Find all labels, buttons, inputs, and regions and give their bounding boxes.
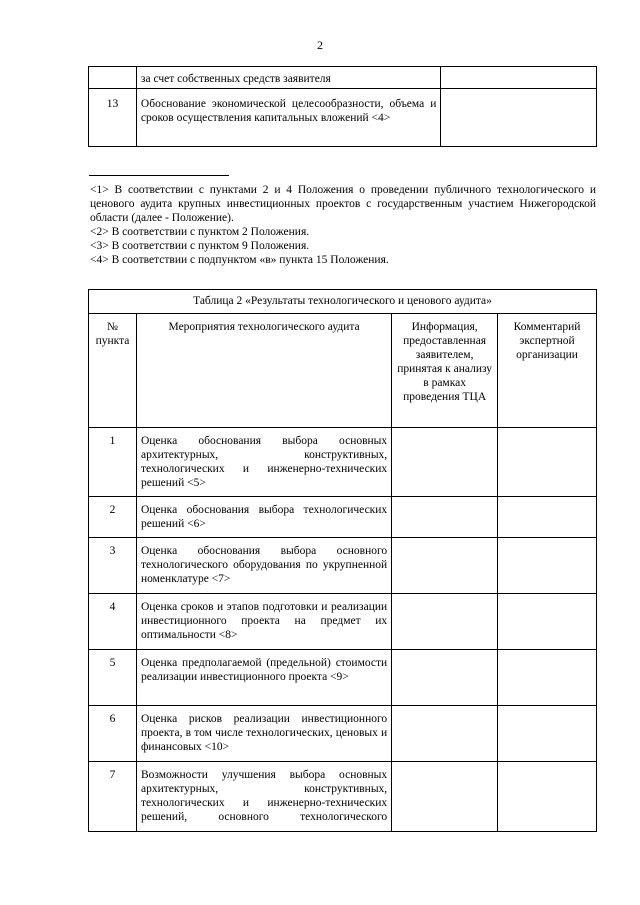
table-row [89, 497, 597, 538]
row-number: 6 [89, 706, 137, 762]
header-comment: Комментарий экспертной организации [498, 314, 597, 428]
comment-cell [498, 650, 597, 706]
row-text: Оценка рисков реализации инвестиционного проекта, в том числе технологических, ценовых и финансовых <10> [136, 706, 391, 762]
row-text: Оценка обоснования выбора основного технологического оборудования по укрупненной номенклатуре <7> [136, 538, 391, 594]
footnote-separator [89, 175, 229, 176]
row-number: 1 [89, 428, 137, 497]
header-info: Информация, предоставленная заявителем, принятая к анализу в рамках проведения ТЦА [392, 314, 498, 428]
info-cell [392, 762, 498, 832]
row-text: Обоснование экономической целесообразности, объема и сроков осуществления капитальных вложений <4> [136, 89, 440, 147]
footnote: <1> В соответствии с пунктами 2 и 4 Положения о проведении публичного технологического и ценового аудита крупных инвестиционных проектов с государственным участием Нижегородской области (далее - Положение). [90, 184, 596, 224]
comment-cell [498, 762, 597, 832]
table-row [89, 706, 597, 762]
row-text: Возможности улучшения выбора основных архитектурных, конструктивных, технологических и инженерно-технических решений, основного технологического [136, 762, 391, 832]
footnote: <3> В соответствии с пунктом 9 Положения. [90, 240, 310, 252]
comment-cell [498, 538, 597, 594]
row-number [89, 67, 137, 89]
row-text: за счет собственных средств заявителя [136, 67, 440, 89]
info-cell [392, 497, 498, 538]
row-value-cell [441, 89, 597, 147]
info-cell [392, 706, 498, 762]
footnote: <4> В соответствии с подпунктом «в» пункта 15 Положения. [90, 254, 389, 266]
row-number: 3 [89, 538, 137, 594]
row-number: 4 [89, 594, 137, 650]
row-text: Оценка сроков и этапов подготовки и реализации инвестиционного проекта на предмет их оптимальности <8> [136, 594, 391, 650]
table-row [89, 594, 597, 650]
row-number: 13 [89, 89, 137, 147]
footnotes [90, 183, 596, 267]
table-row [89, 428, 597, 497]
table-caption-row [89, 290, 597, 314]
info-cell [392, 594, 498, 650]
info-cell [392, 650, 498, 706]
table-row [89, 762, 597, 832]
audit-results-table [88, 289, 597, 832]
table-row [89, 538, 597, 594]
header-activity: Мероприятия технологического аудита [136, 314, 391, 428]
page-number: 2 [317, 38, 323, 52]
row-value-cell [441, 67, 597, 89]
table-row [89, 89, 597, 147]
info-cell [392, 428, 498, 497]
table-row [89, 67, 597, 89]
comment-cell [498, 497, 597, 538]
comment-cell [498, 706, 597, 762]
comment-cell [498, 428, 597, 497]
continuation-table [88, 66, 597, 147]
row-number: 2 [89, 497, 137, 538]
row-text: Оценка обоснования выбора технологических решений <6> [136, 497, 391, 538]
info-cell [392, 538, 498, 594]
table-caption: Таблица 2 «Результаты технологического и ценового аудита» [89, 290, 597, 314]
table-row [89, 650, 597, 706]
comment-cell [498, 594, 597, 650]
row-text: Оценка обоснования выбора основных архитектурных, конструктивных, технологических и инженерно-технических решений <5> [136, 428, 391, 497]
row-number: 5 [89, 650, 137, 706]
row-number: 7 [89, 762, 137, 832]
footnote: <2> В соответствии с пунктом 2 Положения. [90, 226, 310, 238]
row-text: Оценка предполагаемой (предельной) стоимости реализации инвестиционного проекта <9> [136, 650, 391, 706]
header-num: № пункта [89, 314, 137, 428]
table-header-row [89, 314, 597, 428]
